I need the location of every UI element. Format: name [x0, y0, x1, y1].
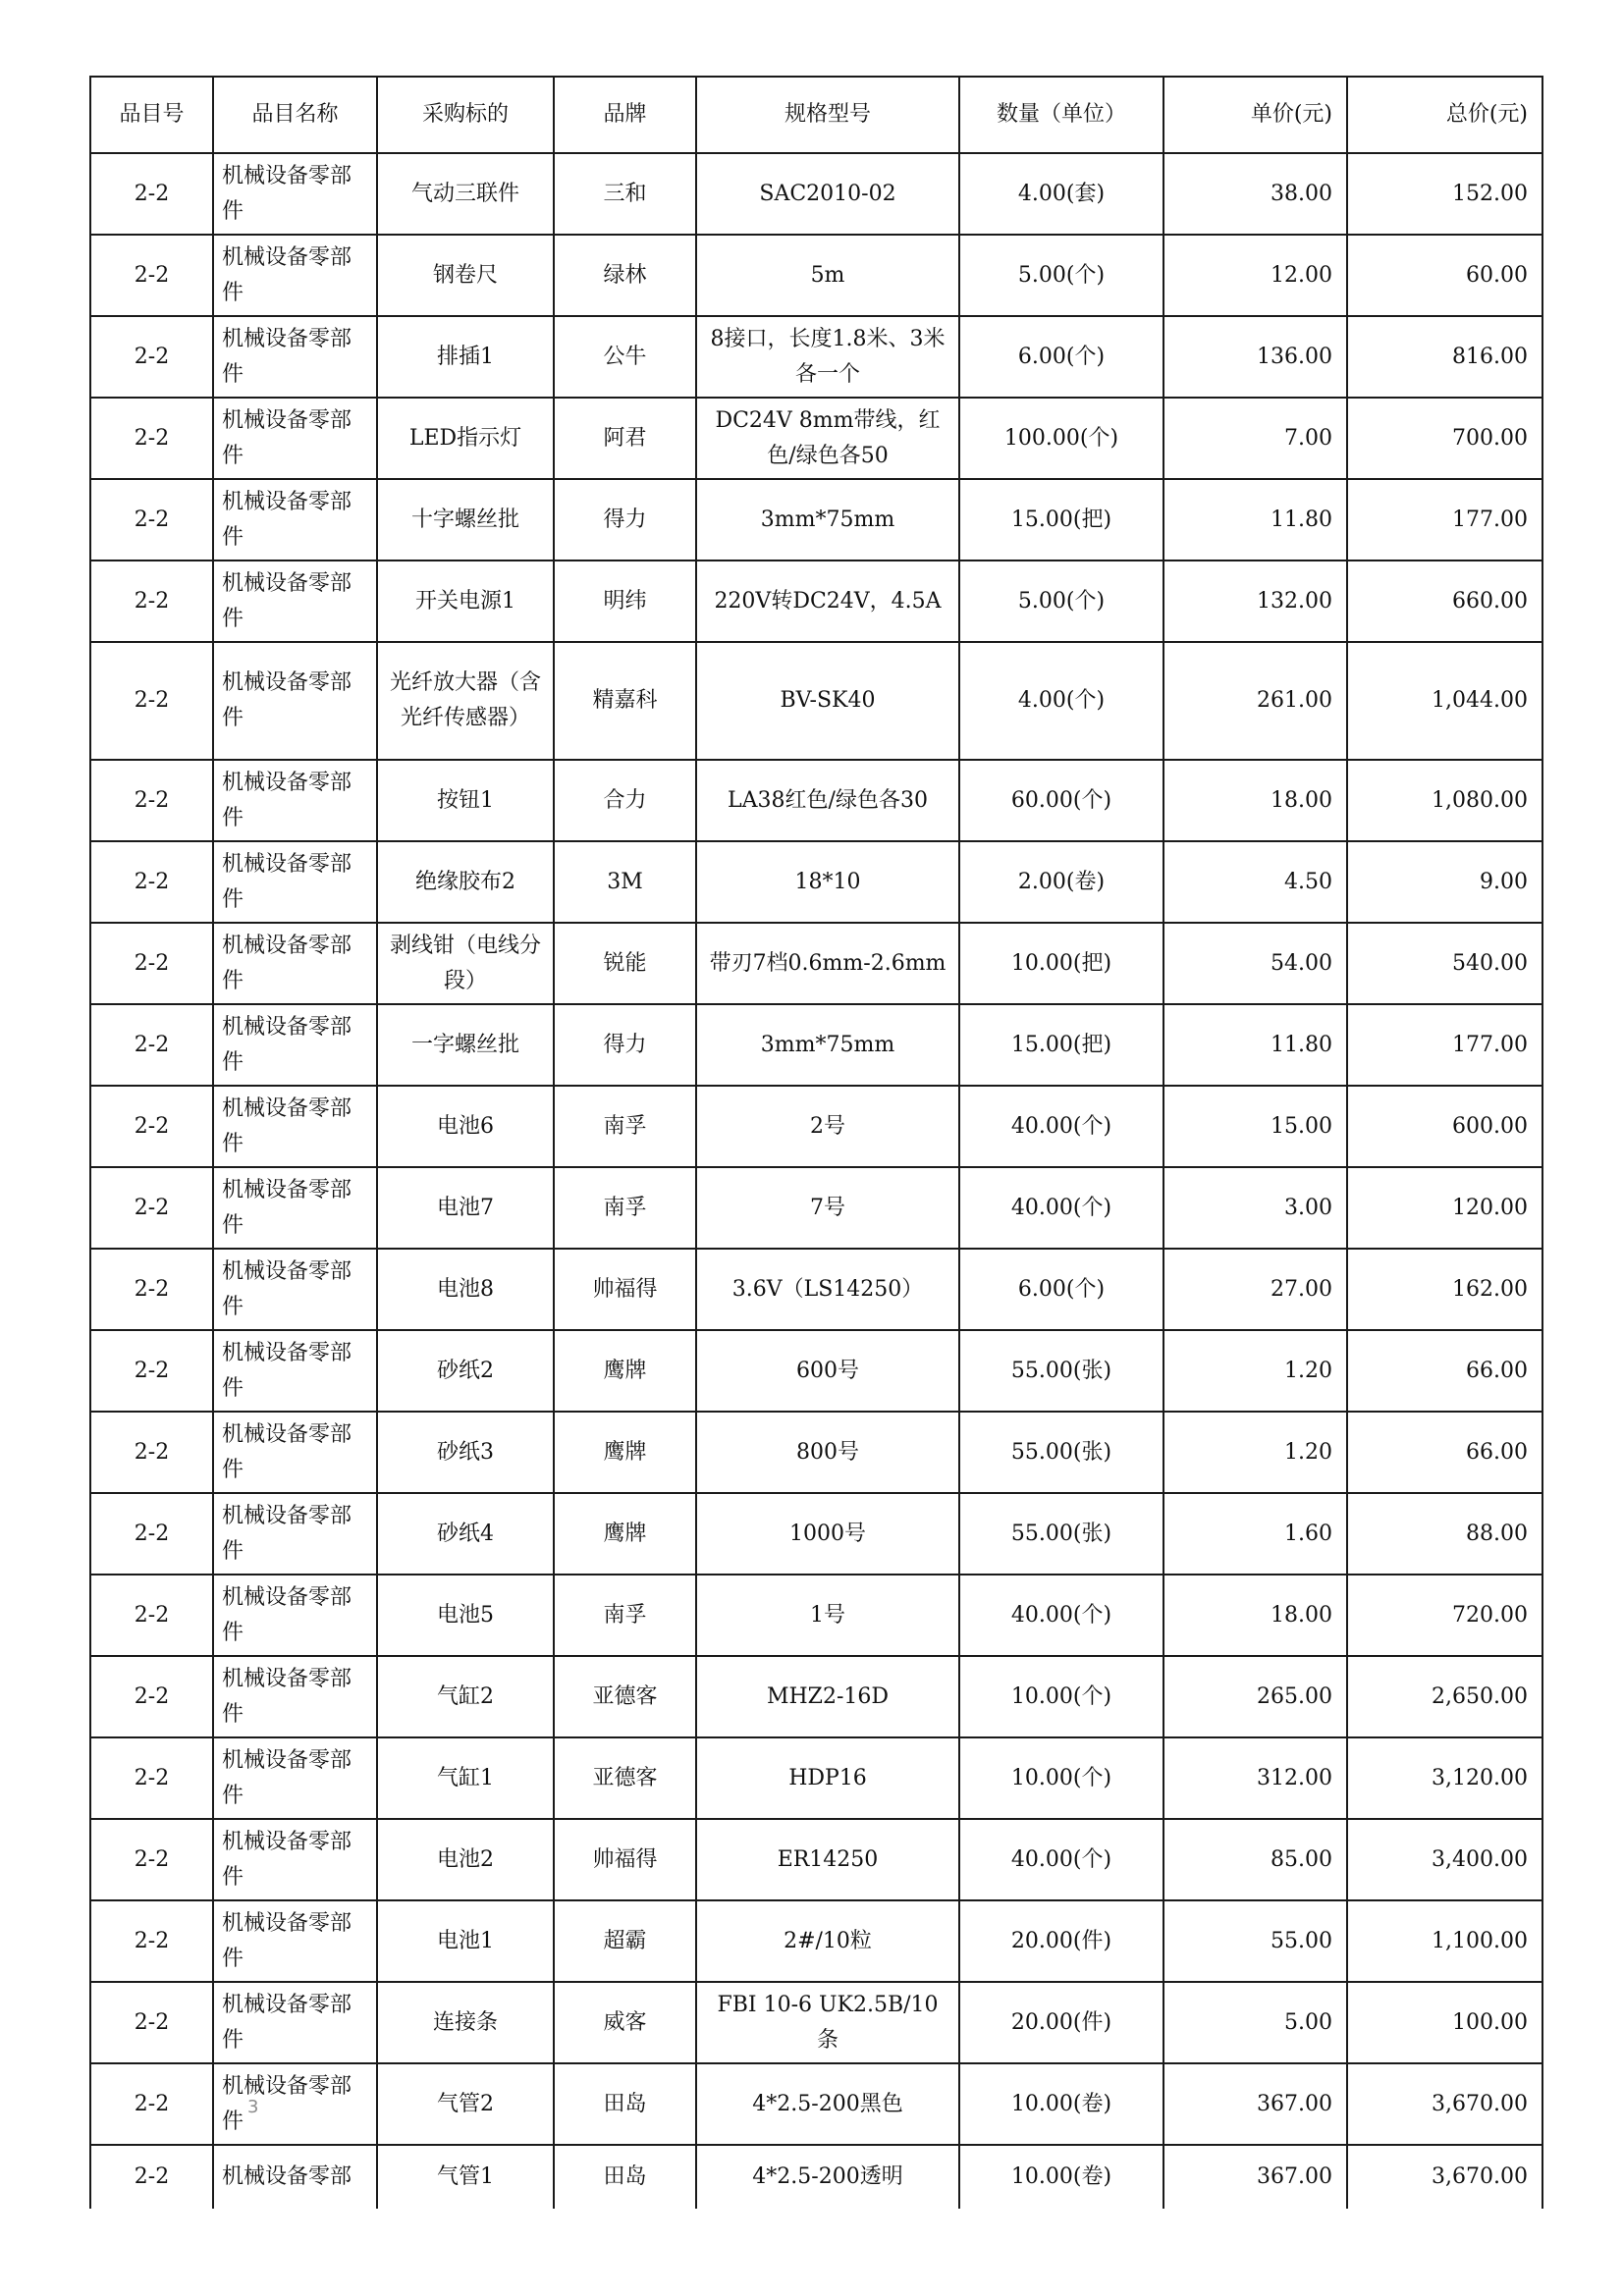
cell-item-category: 机械设备零部件	[213, 1249, 377, 1330]
cell-spec: LA38红色/绿色各30	[696, 760, 959, 841]
cell-total-price: 3,670.00	[1347, 2145, 1542, 2209]
cell-item-category: 机械设备零部件	[213, 1656, 377, 1737]
cell-purchase-item: 十字螺丝批	[377, 479, 554, 561]
cell-unit-price: 1.60	[1163, 1493, 1347, 1575]
cell-purchase-item: 气管2	[377, 2063, 554, 2145]
cell-unit-price: 11.80	[1163, 1004, 1347, 1086]
cell-spec: 8接口，长度1.8米、3米各一个	[696, 316, 959, 398]
cell-brand: 公牛	[554, 316, 696, 398]
cell-quantity: 6.00(个)	[959, 1249, 1163, 1330]
cell-purchase-item: 按钮1	[377, 760, 554, 841]
cell-item-category: 机械设备零部件	[213, 479, 377, 561]
cell-quantity: 4.00(个)	[959, 642, 1163, 760]
cell-purchase-item: 钢卷尺	[377, 235, 554, 316]
cell-total-price: 720.00	[1347, 1575, 1542, 1656]
cell-purchase-item: 一字螺丝批	[377, 1004, 554, 1086]
cell-total-price: 177.00	[1347, 479, 1542, 561]
cell-purchase-item: 砂纸3	[377, 1412, 554, 1493]
table-row	[90, 316, 1542, 398]
cell-brand: 亚德客	[554, 1737, 696, 1819]
cell-unit-price: 1.20	[1163, 1330, 1347, 1412]
cell-item-category: 机械设备零部件	[213, 923, 377, 1004]
cell-purchase-item: 电池7	[377, 1167, 554, 1249]
header-item-code: 品目号	[90, 77, 213, 153]
cell-spec: DC24V 8mm带线，红色/绿色各50	[696, 398, 959, 479]
cell-purchase-item: 气缸2	[377, 1656, 554, 1737]
header-item-category: 品目名称	[213, 77, 377, 153]
cell-purchase-item: 光纤放大器（含光纤传感器）	[377, 642, 554, 760]
cell-item-code: 2-2	[90, 2063, 213, 2145]
cell-purchase-item: 开关电源1	[377, 561, 554, 642]
cell-brand: 鹰牌	[554, 1493, 696, 1575]
header-brand: 品牌	[554, 77, 696, 153]
cell-item-category: 机械设备零部件	[213, 561, 377, 642]
cell-item-category: 机械设备零部件	[213, 642, 377, 760]
cell-quantity: 40.00(个)	[959, 1575, 1163, 1656]
cell-item-category: 机械设备零部件	[213, 1086, 377, 1167]
cell-item-category: 机械设备零部件	[213, 1575, 377, 1656]
table-row	[90, 1412, 1542, 1493]
cell-spec: SAC2010-02	[696, 153, 959, 235]
cell-brand: 田岛	[554, 2145, 696, 2209]
cell-unit-price: 5.00	[1163, 1982, 1347, 2063]
cell-quantity: 60.00(个)	[959, 760, 1163, 841]
cell-purchase-item: 电池6	[377, 1086, 554, 1167]
cell-total-price: 3,400.00	[1347, 1819, 1542, 1900]
cell-total-price: 3,120.00	[1347, 1737, 1542, 1819]
cell-spec: 4*2.5-200黑色	[696, 2063, 959, 2145]
cell-item-code: 2-2	[90, 923, 213, 1004]
table-row	[90, 1167, 1542, 1249]
cell-purchase-item: LED指示灯	[377, 398, 554, 479]
cell-quantity: 20.00(件)	[959, 1900, 1163, 1982]
cell-quantity: 5.00(个)	[959, 561, 1163, 642]
cell-total-price: 816.00	[1347, 316, 1542, 398]
cell-purchase-item: 连接条	[377, 1982, 554, 2063]
cell-item-category: 机械设备零部件	[213, 1330, 377, 1412]
table-row	[90, 1737, 1542, 1819]
cell-spec: 1000号	[696, 1493, 959, 1575]
cell-brand: 精嘉科	[554, 642, 696, 760]
cell-total-price: 600.00	[1347, 1086, 1542, 1167]
cell-total-price: 120.00	[1347, 1167, 1542, 1249]
cell-item-code: 2-2	[90, 1086, 213, 1167]
cell-purchase-item: 气缸1	[377, 1737, 554, 1819]
cell-total-price: 177.00	[1347, 1004, 1542, 1086]
cell-item-code: 2-2	[90, 1575, 213, 1656]
cell-item-code: 2-2	[90, 479, 213, 561]
cell-total-price: 1,100.00	[1347, 1900, 1542, 1982]
header-spec: 规格型号	[696, 77, 959, 153]
cell-quantity: 2.00(卷)	[959, 841, 1163, 923]
cell-item-code: 2-2	[90, 1167, 213, 1249]
cell-purchase-item: 排插1	[377, 316, 554, 398]
table-header-row	[90, 77, 1542, 153]
cell-item-code: 2-2	[90, 1737, 213, 1819]
cell-unit-price: 38.00	[1163, 153, 1347, 235]
cell-brand: 鹰牌	[554, 1330, 696, 1412]
cell-item-code: 2-2	[90, 561, 213, 642]
cell-item-code: 2-2	[90, 1330, 213, 1412]
cell-quantity: 15.00(把)	[959, 1004, 1163, 1086]
cell-quantity: 40.00(个)	[959, 1086, 1163, 1167]
cell-total-price: 2,650.00	[1347, 1656, 1542, 1737]
cell-item-category: 机械设备零部件	[213, 398, 377, 479]
cell-item-category: 机械设备零部件	[213, 1167, 377, 1249]
header-unit-price: 单价(元)	[1163, 77, 1347, 153]
cell-unit-price: 261.00	[1163, 642, 1347, 760]
cell-brand: 三和	[554, 153, 696, 235]
cell-spec: 7号	[696, 1167, 959, 1249]
cell-item-code: 2-2	[90, 1819, 213, 1900]
cell-total-price: 660.00	[1347, 561, 1542, 642]
cell-item-code: 2-2	[90, 760, 213, 841]
cell-unit-price: 11.80	[1163, 479, 1347, 561]
table-row	[90, 760, 1542, 841]
cell-spec: BV-SK40	[696, 642, 959, 760]
header-total-price: 总价(元)	[1347, 77, 1542, 153]
cell-item-code: 2-2	[90, 235, 213, 316]
cell-quantity: 55.00(张)	[959, 1412, 1163, 1493]
cell-item-category: 机械设备零部件	[213, 841, 377, 923]
cell-item-code: 2-2	[90, 841, 213, 923]
header-purchase-item: 采购标的	[377, 77, 554, 153]
cell-purchase-item: 气动三联件	[377, 153, 554, 235]
cell-spec: 18*10	[696, 841, 959, 923]
cell-purchase-item: 气管1	[377, 2145, 554, 2209]
cell-quantity: 5.00(个)	[959, 235, 1163, 316]
cell-unit-price: 85.00	[1163, 1819, 1347, 1900]
cell-brand: 锐能	[554, 923, 696, 1004]
cell-total-price: 540.00	[1347, 923, 1542, 1004]
cell-total-price: 60.00	[1347, 235, 1542, 316]
cell-brand: 田岛	[554, 2063, 696, 2145]
cell-brand: 亚德客	[554, 1656, 696, 1737]
cell-item-code: 2-2	[90, 1982, 213, 2063]
table-row	[90, 561, 1542, 642]
cell-item-category: 机械设备零部件	[213, 153, 377, 235]
cell-item-code: 2-2	[90, 1004, 213, 1086]
table-row	[90, 1900, 1542, 1982]
cell-spec: ER14250	[696, 1819, 959, 1900]
table-row	[90, 923, 1542, 1004]
cell-unit-price: 54.00	[1163, 923, 1347, 1004]
cell-brand: 鹰牌	[554, 1412, 696, 1493]
procurement-table	[89, 76, 1543, 2209]
cell-quantity: 40.00(个)	[959, 1167, 1163, 1249]
cell-quantity: 10.00(卷)	[959, 2063, 1163, 2145]
cell-purchase-item: 绝缘胶布2	[377, 841, 554, 923]
table-body	[90, 153, 1542, 2209]
cell-purchase-item: 电池1	[377, 1900, 554, 1982]
cell-item-code: 2-2	[90, 316, 213, 398]
cell-quantity: 100.00(个)	[959, 398, 1163, 479]
cell-brand: 合力	[554, 760, 696, 841]
table-row	[90, 235, 1542, 316]
cell-unit-price: 265.00	[1163, 1656, 1347, 1737]
cell-quantity: 55.00(张)	[959, 1493, 1163, 1575]
table-row	[90, 479, 1542, 561]
table-row	[90, 1330, 1542, 1412]
cell-brand: 威客	[554, 1982, 696, 2063]
cell-item-category: 机械设备零部件	[213, 1819, 377, 1900]
cell-total-price: 66.00	[1347, 1330, 1542, 1412]
cell-brand: 帅福得	[554, 1819, 696, 1900]
cell-brand: 3M	[554, 841, 696, 923]
cell-item-code: 2-2	[90, 1412, 213, 1493]
cell-purchase-item: 电池5	[377, 1575, 554, 1656]
cell-brand: 超霸	[554, 1900, 696, 1982]
cell-unit-price: 4.50	[1163, 841, 1347, 923]
cell-item-code: 2-2	[90, 1900, 213, 1982]
cell-total-price: 88.00	[1347, 1493, 1542, 1575]
table-row	[90, 1575, 1542, 1656]
table-row	[90, 398, 1542, 479]
cell-spec: 800号	[696, 1412, 959, 1493]
cell-spec: FBI 10-6 UK2.5B/10条	[696, 1982, 959, 2063]
cell-spec: MHZ2-16D	[696, 1656, 959, 1737]
cell-total-price: 1,044.00	[1347, 642, 1542, 760]
cell-spec: 3mm*75mm	[696, 479, 959, 561]
cell-item-category: 机械设备零部件	[213, 1982, 377, 2063]
cell-quantity: 4.00(套)	[959, 153, 1163, 235]
cell-purchase-item: 电池8	[377, 1249, 554, 1330]
cell-brand: 得力	[554, 1004, 696, 1086]
cell-item-category: 机械设备零部件	[213, 316, 377, 398]
table-row	[90, 1249, 1542, 1330]
cell-spec: 5m	[696, 235, 959, 316]
cell-purchase-item: 砂纸2	[377, 1330, 554, 1412]
cell-total-price: 162.00	[1347, 1249, 1542, 1330]
table-row	[90, 2145, 1542, 2209]
cell-total-price: 1,080.00	[1347, 760, 1542, 841]
cell-unit-price: 367.00	[1163, 2145, 1347, 2209]
cell-item-code: 2-2	[90, 153, 213, 235]
cell-brand: 得力	[554, 479, 696, 561]
cell-unit-price: 18.00	[1163, 1575, 1347, 1656]
cell-item-category: 机械设备零部件	[213, 2063, 377, 2145]
cell-unit-price: 367.00	[1163, 2063, 1347, 2145]
cell-item-category: 机械设备零部件	[213, 1737, 377, 1819]
cell-total-price: 9.00	[1347, 841, 1542, 923]
table-row	[90, 1493, 1542, 1575]
cell-brand: 南孚	[554, 1167, 696, 1249]
cell-item-category: 机械设备零部件	[213, 1493, 377, 1575]
cell-unit-price: 312.00	[1163, 1737, 1347, 1819]
cell-unit-price: 132.00	[1163, 561, 1347, 642]
cell-spec: 1号	[696, 1575, 959, 1656]
cell-item-code: 2-2	[90, 642, 213, 760]
cell-item-category: 机械设备零部件	[213, 235, 377, 316]
cell-unit-price: 3.00	[1163, 1167, 1347, 1249]
table-row	[90, 841, 1542, 923]
page-number: 3	[247, 2097, 259, 2117]
cell-unit-price: 18.00	[1163, 760, 1347, 841]
table-row	[90, 1656, 1542, 1737]
cell-brand: 明纬	[554, 561, 696, 642]
cell-total-price: 100.00	[1347, 1982, 1542, 2063]
cell-quantity: 55.00(张)	[959, 1330, 1163, 1412]
table-row	[90, 2063, 1542, 2145]
cell-item-code: 2-2	[90, 1656, 213, 1737]
cell-quantity: 10.00(把)	[959, 923, 1163, 1004]
cell-item-category: 机械设备零部件	[213, 1004, 377, 1086]
cell-spec: 220V转DC24V，4.5A	[696, 561, 959, 642]
cell-brand: 帅福得	[554, 1249, 696, 1330]
cell-total-price: 66.00	[1347, 1412, 1542, 1493]
cell-quantity: 40.00(个)	[959, 1819, 1163, 1900]
cell-unit-price: 1.20	[1163, 1412, 1347, 1493]
cell-quantity: 20.00(件)	[959, 1982, 1163, 2063]
header-quantity: 数量（单位）	[959, 77, 1163, 153]
cell-unit-price: 15.00	[1163, 1086, 1347, 1167]
cell-brand: 绿林	[554, 235, 696, 316]
cell-unit-price: 12.00	[1163, 235, 1347, 316]
cell-spec: 600号	[696, 1330, 959, 1412]
cell-brand: 南孚	[554, 1575, 696, 1656]
cell-spec: 3.6V（LS14250）	[696, 1249, 959, 1330]
cell-item-code: 2-2	[90, 1249, 213, 1330]
cell-unit-price: 55.00	[1163, 1900, 1347, 1982]
cell-spec: HDP16	[696, 1737, 959, 1819]
cell-spec: 2号	[696, 1086, 959, 1167]
cell-brand: 南孚	[554, 1086, 696, 1167]
table-row	[90, 1819, 1542, 1900]
cell-item-code: 2-2	[90, 2145, 213, 2209]
table-row	[90, 1004, 1542, 1086]
cell-item-category: 机械设备零部件	[213, 760, 377, 841]
cell-total-price: 700.00	[1347, 398, 1542, 479]
cell-quantity: 10.00(个)	[959, 1737, 1163, 1819]
cell-item-code: 2-2	[90, 398, 213, 479]
cell-total-price: 3,670.00	[1347, 2063, 1542, 2145]
cell-purchase-item: 砂纸4	[377, 1493, 554, 1575]
table-row	[90, 1982, 1542, 2063]
cell-quantity: 10.00(卷)	[959, 2145, 1163, 2209]
cell-unit-price: 7.00	[1163, 398, 1347, 479]
table-row	[90, 153, 1542, 235]
cell-spec: 4*2.5-200透明	[696, 2145, 959, 2209]
cell-quantity: 6.00(个)	[959, 316, 1163, 398]
cell-quantity: 15.00(把)	[959, 479, 1163, 561]
cell-quantity: 10.00(个)	[959, 1656, 1163, 1737]
cell-item-code: 2-2	[90, 1493, 213, 1575]
cell-brand: 阿君	[554, 398, 696, 479]
cell-item-category: 机械设备零部	[213, 2145, 377, 2209]
table-row	[90, 642, 1542, 760]
cell-item-category: 机械设备零部件	[213, 1412, 377, 1493]
table-row	[90, 1086, 1542, 1167]
cell-spec: 2#/10粒	[696, 1900, 959, 1982]
cell-purchase-item: 剥线钳（电线分段）	[377, 923, 554, 1004]
cell-item-category: 机械设备零部件	[213, 1900, 377, 1982]
cell-spec: 3mm*75mm	[696, 1004, 959, 1086]
cell-total-price: 152.00	[1347, 153, 1542, 235]
cell-spec: 带刃7档0.6mm-2.6mm	[696, 923, 959, 1004]
cell-unit-price: 27.00	[1163, 1249, 1347, 1330]
cell-unit-price: 136.00	[1163, 316, 1347, 398]
cell-purchase-item: 电池2	[377, 1819, 554, 1900]
